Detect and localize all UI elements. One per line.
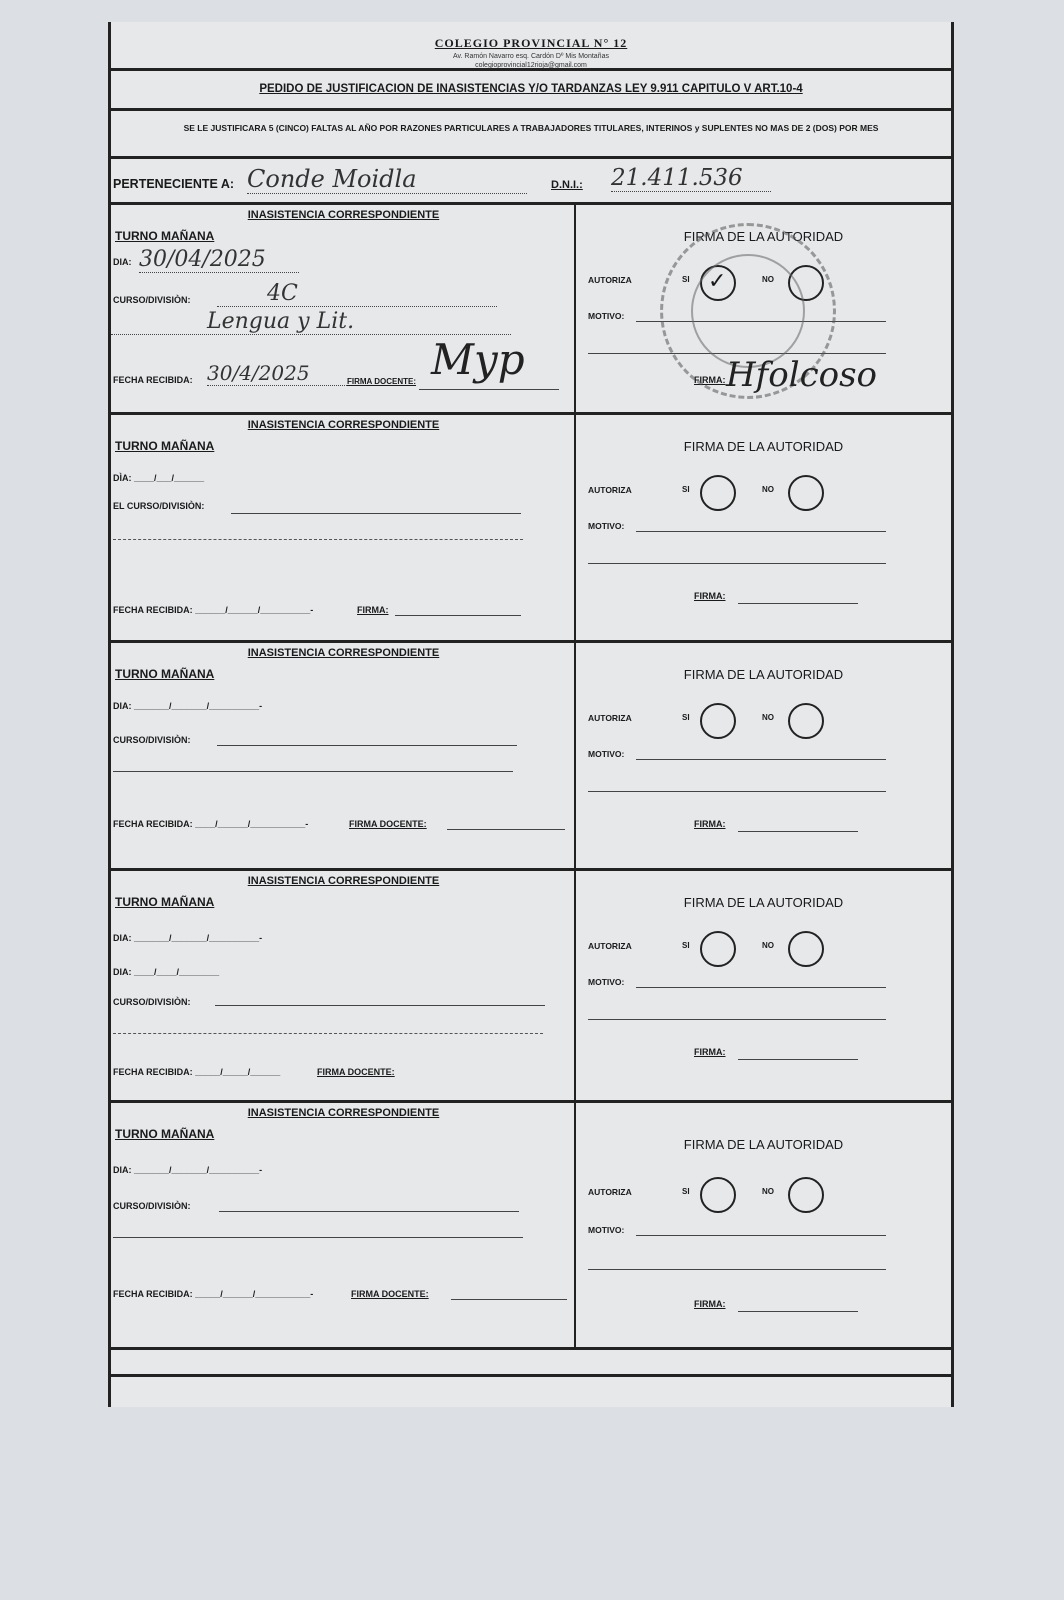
no-label: NO [762,1187,774,1196]
motivo-field-2[interactable] [588,791,886,792]
autoriza-label: AUTORIZA [588,485,632,495]
motivo-label: MOTIVO: [588,521,625,531]
firma-label: FIRMA: [694,1047,726,1057]
no-option[interactable] [788,475,824,511]
no-option[interactable] [788,1177,824,1213]
authority-block [576,871,951,1100]
dni-label: D.N.I.: [551,179,583,191]
motivo-label: MOTIVO: [588,977,625,987]
authority-block [576,1103,951,1347]
curso-label: CURSO/DIVISIÒN: [113,1201,191,1211]
firma-docente-label: FIRMA DOCENTE: [351,1289,429,1299]
motivo-field-2[interactable] [588,1019,886,1020]
motivo-field[interactable] [636,1235,886,1236]
authority-title: FIRMA DE LA AUTORIDAD [683,667,844,682]
absence-section-4 [111,868,951,1100]
si-option[interactable] [700,931,736,967]
autoriza-label: AUTORIZA [588,941,632,951]
si-label: SI [682,275,690,284]
no-label: NO [762,275,774,284]
curso-field[interactable] [219,1211,519,1212]
curso-label: EL CURSO/DIVISIÒN: [113,501,205,511]
firma-label: FIRMA: [694,591,726,601]
turno-label: TURNO MAÑANA [115,229,215,243]
motivo-label: MOTIVO: [588,749,625,759]
absence-details [111,205,576,412]
owner-row [111,156,951,202]
turno-label: TURNO MAÑANA [115,667,215,681]
firma-field[interactable] [738,831,858,832]
firma-docente-line [447,829,565,830]
form-footer [111,1347,951,1377]
school-address: Av. Ramón Navarro esq. Cardón Dº Mis Montañas [453,53,609,60]
section-title: INASISTENCIA CORRESPONDIENTE [247,1107,440,1119]
dia-field[interactable]: 30/04/2025 [139,247,299,273]
si-option[interactable] [700,703,736,739]
motivo-field[interactable] [636,987,886,988]
no-option[interactable] [788,703,824,739]
materia-field[interactable] [113,1033,543,1034]
curso-field[interactable] [217,745,517,746]
curso-label: CURSO/DIVISIÒN: [113,295,191,305]
absence-details [111,415,576,640]
authority-signature-icon: Hfolcoso [726,355,878,395]
materia-field[interactable] [113,1237,523,1238]
no-option[interactable] [788,931,824,967]
section-title: INASISTENCIA CORRESPONDIENTE [247,419,440,431]
firma-docente-label: FIRMA: [357,605,389,615]
firma-label: FIRMA: [694,1299,726,1309]
curso-field[interactable]: 4C [217,281,497,307]
materia-field[interactable]: Lengua y Lit. [111,309,511,335]
fecha-field[interactable]: FECHA RECIBIDA: _____/_____/______ [113,1067,281,1077]
curso-label: CURSO/DIVISIÒN: [113,735,191,745]
curso-label: CURSO/DIVISIÒN: [113,997,191,1007]
owner-label: PERTENECIENTE A: [113,177,235,191]
firma-docente-line [395,615,521,616]
si-label: SI [682,485,690,494]
firma-field[interactable] [738,1311,858,1312]
turno-label: TURNO MAÑANA [115,439,215,453]
fecha-field[interactable]: FECHA RECIBIDA: ____/______/___________- [113,819,309,829]
materia-field[interactable] [113,771,513,772]
authority-title: FIRMA DE LA AUTORIDAD [683,1137,844,1152]
absence-section-1 [111,202,951,412]
dia-field[interactable]: DÌA: ____/___/______ [113,473,205,483]
dia-field-2[interactable]: DIA: ____/____/________ [113,967,220,977]
firma-field[interactable] [738,1059,858,1060]
section-title: INASISTENCIA CORRESPONDIENTE [247,647,440,659]
absence-section-5 [111,1100,951,1347]
firma-docente-label: FIRMA DOCENTE: [349,819,427,829]
school-name: COLEGIO PROVINCIAL N° 12 [434,36,628,50]
absence-section-2 [111,412,951,640]
firma-field[interactable] [738,603,858,604]
no-label: NO [762,941,774,950]
autoriza-label: AUTORIZA [588,275,632,285]
firma-docente-label: FIRMA DOCENTE: [317,1067,395,1077]
school-header [111,22,951,68]
form-note: SE LE JUSTIFICARA 5 (CINCO) FALTAS AL AÑO POR RAZONES PARTICULARES A TRABAJADORES TITULARES, INTERINOS y SUPLENTES NO MAS DE 2 (DOS) POR MES [111,108,951,156]
motivo-field[interactable] [636,759,886,760]
firma-docente-line [419,389,559,390]
motivo-field[interactable] [636,531,886,532]
authority-block [576,643,951,868]
absence-details [111,871,576,1100]
firma-label: FIRMA: [694,819,726,829]
authority-block [576,205,951,412]
curso-field[interactable] [215,1005,545,1006]
motivo-label: MOTIVO: [588,311,625,321]
no-label: NO [762,713,774,722]
motivo-field-2[interactable] [588,563,886,564]
motivo-field-2[interactable] [588,1269,886,1270]
dni-field[interactable]: 21.411.536 [611,165,771,192]
firma-docente-line [451,1299,567,1300]
si-option[interactable] [700,1177,736,1213]
firma-label: FIRMA: [694,375,726,385]
section-title: INASISTENCIA CORRESPONDIENTE [247,875,440,887]
si-label: SI [682,713,690,722]
authority-title: FIRMA DE LA AUTORIDAD [683,895,844,910]
autoriza-label: AUTORIZA [588,713,632,723]
curso-field[interactable] [231,513,521,514]
motivo-label: MOTIVO: [588,1225,625,1235]
section-title: INASISTENCIA CORRESPONDIENTE [247,209,440,221]
teacher-signature-icon: Myp [431,335,525,384]
form-title: PEDIDO DE JUSTIFICACION DE INASISTENCIAS Y/O TARDANZAS LEY 9.911 CAPITULO V ART.10-4 [111,68,951,108]
absence-section-3 [111,640,951,868]
check-mark-icon: ✓ [708,269,727,294]
authority-title: FIRMA DE LA AUTORIDAD [683,229,844,244]
fecha-field[interactable]: FECHA RECIBIDA: _____/______/___________- [113,1289,314,1299]
justification-form [108,22,954,1407]
owner-name-field[interactable]: Conde Moidla [247,165,527,194]
turno-label: TURNO MAÑANA [115,895,215,909]
dia-field[interactable]: DIA: _______/_______/__________- [113,933,263,943]
absence-details [111,1103,576,1347]
authority-block [576,415,951,640]
si-label: SI [682,941,690,950]
no-label: NO [762,485,774,494]
turno-label: TURNO MAÑANA [115,1127,215,1141]
materia-field[interactable] [113,539,523,540]
autoriza-label: AUTORIZA [588,1187,632,1197]
fecha-field[interactable]: FECHA RECIBIDA: ______/______/__________- [113,605,314,615]
si-option[interactable] [700,475,736,511]
dia-field[interactable]: DIA: _______/_______/__________- [113,701,263,711]
dia-field[interactable]: DIA: _______/_______/__________- [113,1165,263,1175]
dia-label: DIA: [113,257,132,267]
firma-docente-label: FIRMA DOCENTE: [347,377,417,386]
fecha-field[interactable]: 30/4/2025 [207,361,347,386]
authority-title: FIRMA DE LA AUTORIDAD [683,439,844,454]
school-email: colegioprovincial12rioja@gmail.com [475,62,587,69]
fecha-label: FECHA RECIBIDA: [113,375,193,385]
absence-details [111,643,576,868]
si-label: SI [682,1187,690,1196]
